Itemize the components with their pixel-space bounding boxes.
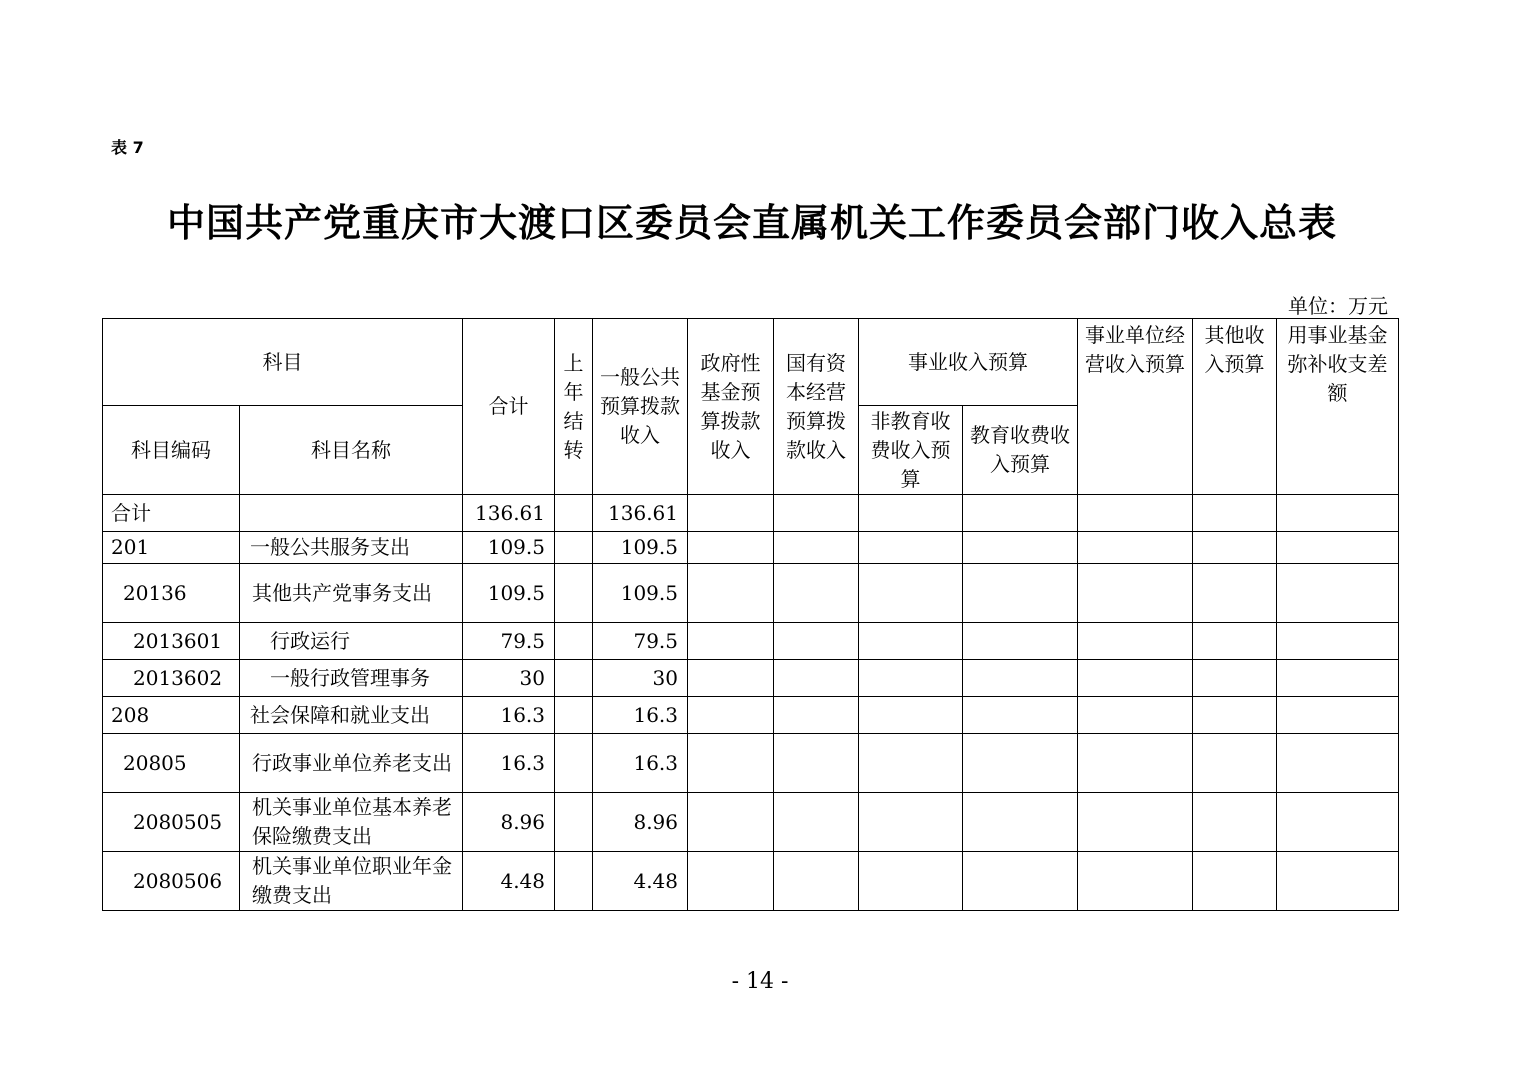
table-row bbox=[103, 660, 1399, 697]
row-code: 20136 bbox=[103, 564, 240, 623]
header-other-income: 其他收入预算 bbox=[1193, 319, 1277, 495]
row-total: 79.5 bbox=[463, 623, 555, 660]
header-gov-fund: 政府性基金预算拨款收入 bbox=[688, 319, 774, 495]
row-total: 16.3 bbox=[463, 697, 555, 734]
row-total: 30 bbox=[463, 660, 555, 697]
row-general-budget: 109.5 bbox=[593, 532, 688, 564]
table-row bbox=[103, 852, 1399, 911]
row-code: 合计 bbox=[103, 495, 240, 532]
header-business-income: 事业收入预算 bbox=[859, 319, 1078, 406]
header-edu-fee: 教育收费收入预算 bbox=[963, 406, 1078, 495]
table-row bbox=[103, 623, 1399, 660]
header-state-capital: 国有资本经营预算拨款收入 bbox=[774, 319, 859, 495]
page-title: 中国共产党重庆市大渡口区委员会直属机关工作委员会部门收入总表 bbox=[166, 201, 1337, 245]
row-name bbox=[240, 495, 463, 532]
unit-label: 单位：万元 bbox=[1288, 294, 1388, 318]
header-total: 合计 bbox=[463, 319, 555, 495]
row-general-budget: 136.61 bbox=[593, 495, 688, 532]
row-name: 一般行政管理事务 bbox=[240, 660, 463, 697]
row-general-budget: 4.48 bbox=[593, 852, 688, 911]
row-general-budget: 79.5 bbox=[593, 623, 688, 660]
row-total: 109.5 bbox=[463, 564, 555, 623]
row-total: 8.96 bbox=[463, 793, 555, 852]
table-row bbox=[103, 564, 1399, 623]
row-name: 社会保障和就业支出 bbox=[240, 697, 463, 734]
header-carryover: 上年结转 bbox=[555, 319, 593, 495]
row-code: 2013601 bbox=[103, 623, 240, 660]
row-total: 16.3 bbox=[463, 734, 555, 793]
row-name: 一般公共服务支出 bbox=[240, 532, 463, 564]
table-row bbox=[103, 495, 1399, 532]
header-subject-code: 科目编码 bbox=[103, 406, 240, 495]
header-unit-operation: 事业单位经营收入预算 bbox=[1078, 319, 1193, 495]
table-label: 表 7 bbox=[111, 138, 144, 157]
header-subject: 科目 bbox=[103, 319, 463, 406]
row-code: 2013602 bbox=[103, 660, 240, 697]
row-code: 2080506 bbox=[103, 852, 240, 911]
table-row bbox=[103, 532, 1399, 564]
header-subject-name: 科目名称 bbox=[240, 406, 463, 495]
row-name: 行政运行 bbox=[240, 623, 463, 660]
row-code: 20805 bbox=[103, 734, 240, 793]
table-row bbox=[103, 734, 1399, 793]
page-number: - 14 - bbox=[731, 969, 789, 994]
income-summary-table bbox=[102, 318, 1399, 911]
row-general-budget: 30 bbox=[593, 660, 688, 697]
row-name: 行政事业单位养老支出 bbox=[240, 734, 463, 793]
row-name: 机关事业单位职业年金缴费支出 bbox=[240, 852, 463, 911]
row-code: 2080505 bbox=[103, 793, 240, 852]
row-general-budget: 16.3 bbox=[593, 734, 688, 793]
row-name: 机关事业单位基本养老保险缴费支出 bbox=[240, 793, 463, 852]
header-general-budget: 一般公共预算拨款收入 bbox=[593, 319, 688, 495]
table-row bbox=[103, 793, 1399, 852]
row-general-budget: 8.96 bbox=[593, 793, 688, 852]
row-general-budget: 109.5 bbox=[593, 564, 688, 623]
row-name: 其他共产党事务支出 bbox=[240, 564, 463, 623]
row-code: 201 bbox=[103, 532, 240, 564]
row-total: 136.61 bbox=[463, 495, 555, 532]
row-general-budget: 16.3 bbox=[593, 697, 688, 734]
header-fund-supplement: 用事业基金弥补收支差额 bbox=[1277, 319, 1399, 495]
row-total: 109.5 bbox=[463, 532, 555, 564]
table-row bbox=[103, 697, 1399, 734]
row-code: 208 bbox=[103, 697, 240, 734]
header-non-edu-fee: 非教育收费收入预算 bbox=[859, 406, 963, 495]
row-total: 4.48 bbox=[463, 852, 555, 911]
